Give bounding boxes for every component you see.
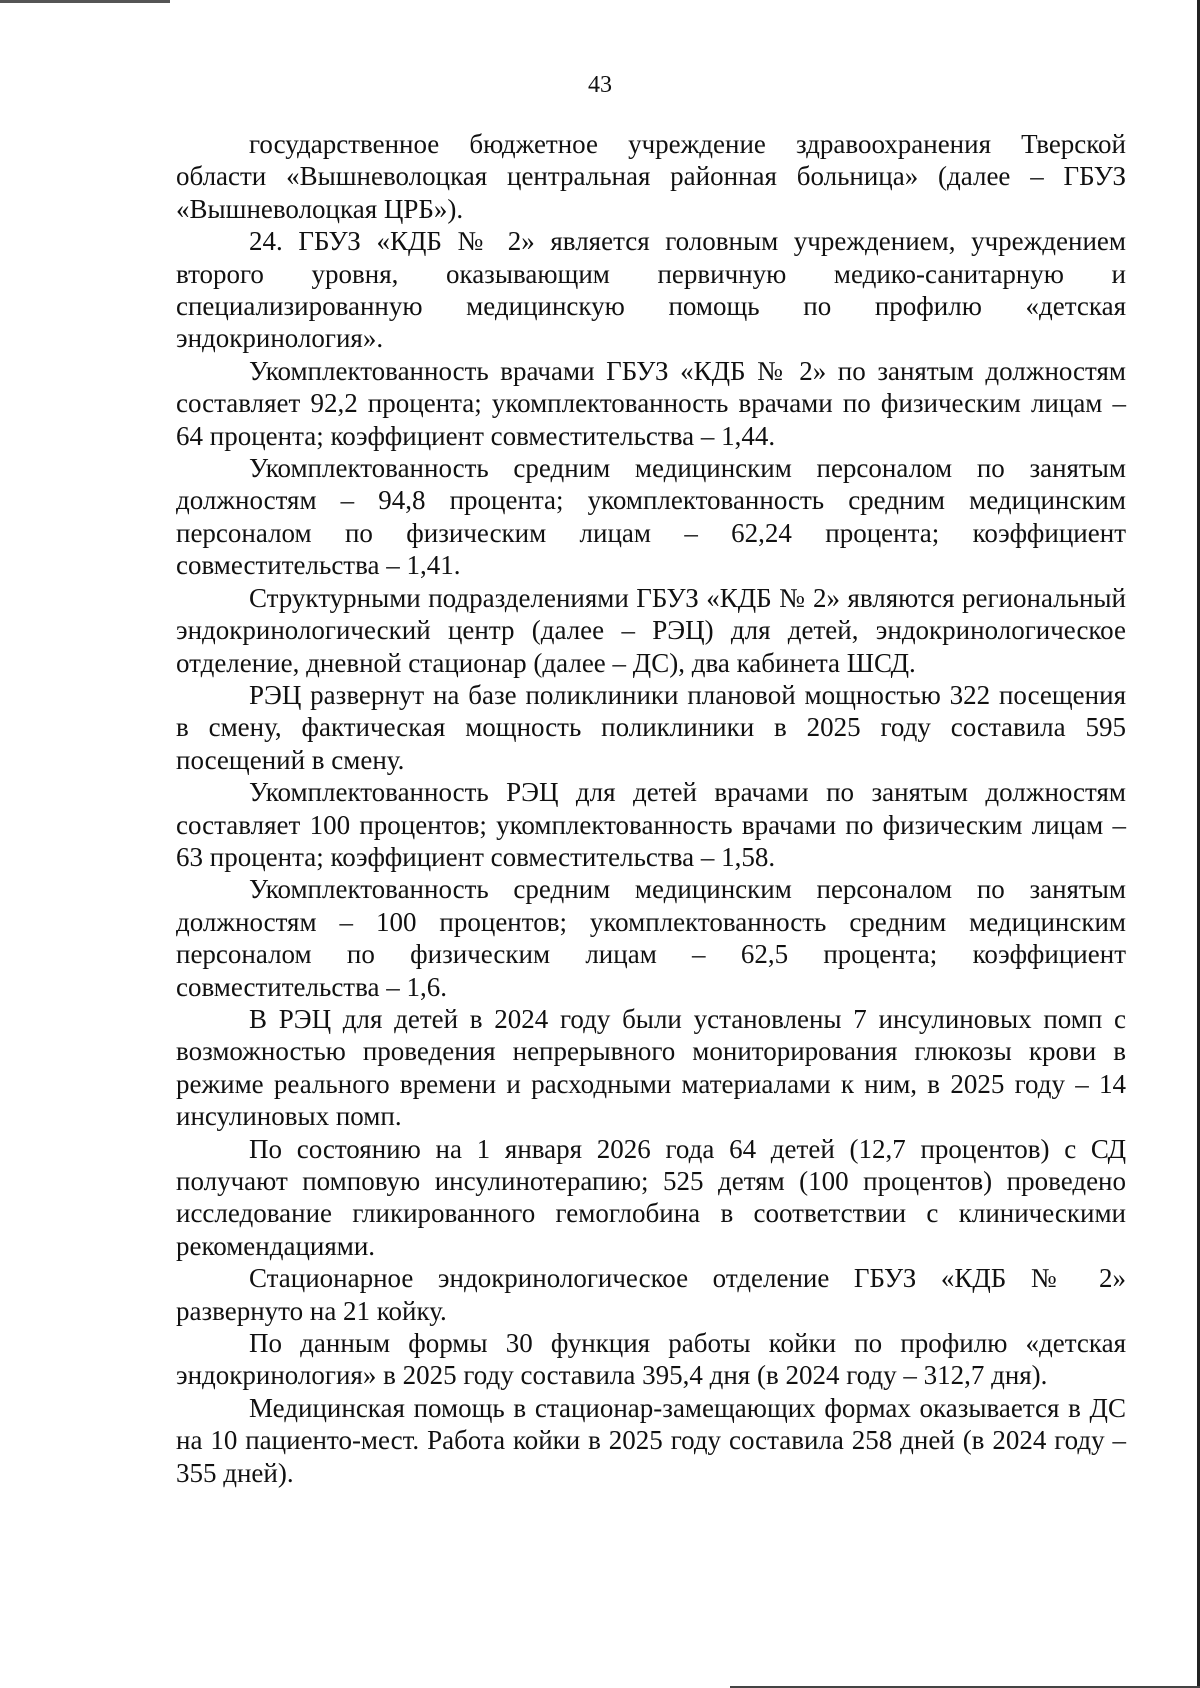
paragraph-doctors-staffing: Укомплектованность врачами ГБУЗ «КДБ № 2» по занятым должностям составляет 92,2 процента; укомплектованность врачами по физическим лицам – 64 процента; коэффициент совместительства – 1,44. <box>176 355 1126 451</box>
document-body <box>176 128 1126 1489</box>
paragraph-pump-therapy: По состоянию на 1 января 2026 года 64 детей (12,7 процентов) с СД получают помповую инсулинотерапию; 525 детям (100 процентов) проведено исследование гликированного гемоглобина в соответствии с клиническими рекомендациями. <box>176 1133 1126 1261</box>
scan-edge-top <box>0 0 170 3</box>
paragraph-rec-doctors-staffing: Укомплектованность РЭЦ для детей врачами по занятым должностям составляет 100 процентов; укомплектованность врачами по физическим лицам – 63 процента; коэффициент совместительства – 1,58. <box>176 777 1126 872</box>
paragraph-structural-units: Структурными подразделениями ГБУЗ «КДБ № 2» являются региональный эндокринологический центр (далее – РЭЦ) для детей, эндокринологическое отделение, дневной стационар (далее – ДС), два кабинета ШСД. <box>176 582 1126 678</box>
paragraph-item-24: 24. ГБУЗ «КДБ № 2» является головным учреждением, учреждением второго уровня, оказывающим первичную медико-санитарную и специализированную медицинскую помощь по профилю «детская эндокринология». <box>176 226 1126 354</box>
paragraph-nurses-staffing: Укомплектованность средним медицинским персоналом по занятым должностям – 94,8 процента; укомплектованность средним медицинским персоналом по физическим лицам – 62,24 процента; коэффициент совместительства – 1,41. <box>176 453 1126 581</box>
paragraph-day-hospital: Медицинская помощь в стационар-замещающих формах оказывается в ДС на 10 пациенто-мест. Работа койки в 2025 году составила 258 дней (в 2024 году – 355 дней). <box>176 1392 1126 1488</box>
paragraph-rec-nurses-staffing: Укомплектованность средним медицинским персоналом по занятым должностям – 100 процентов; укомплектованность средним медицинским персоналом по физическим лицам – 62,5 процента; коэффициент совместительства – 1,6. <box>176 874 1126 1002</box>
paragraph-insulin-pumps: В РЭЦ для детей в 2024 году были установлены 7 инсулиновых помп с возможностью проведения непрерывного мониторирования глюкозы крови в режиме реального времени и расходными материалами к ним, в 2025 году – 14 инсулиновых помп. <box>176 1003 1126 1132</box>
paragraph-bed-function: По данным формы 30 функция работы койки по профилю «детская эндокринология» в 2025 году составила 395,4 дня (в 2024 году – 312,7 дня). <box>176 1328 1126 1391</box>
paragraph-inpatient-department: Стационарное эндокринологическое отделение ГБУЗ «КДБ № 2» развернуто на 21 койку. <box>176 1263 1126 1326</box>
page-number: 43 <box>588 72 612 98</box>
paragraph-continuation: государственное бюджетное учреждение здравоохранения Тверской области «Вышневолоцкая центральная районная больница» (далее – ГБУЗ «Вышневолоцкая ЦРБ»). <box>176 129 1126 224</box>
paragraph-rec-capacity: РЭЦ развернут на базе поликлиники плановой мощностью 322 посещения в смену, фактическая мощность поликлиники в 2025 году составила 595 посещений в смену. <box>176 679 1126 775</box>
